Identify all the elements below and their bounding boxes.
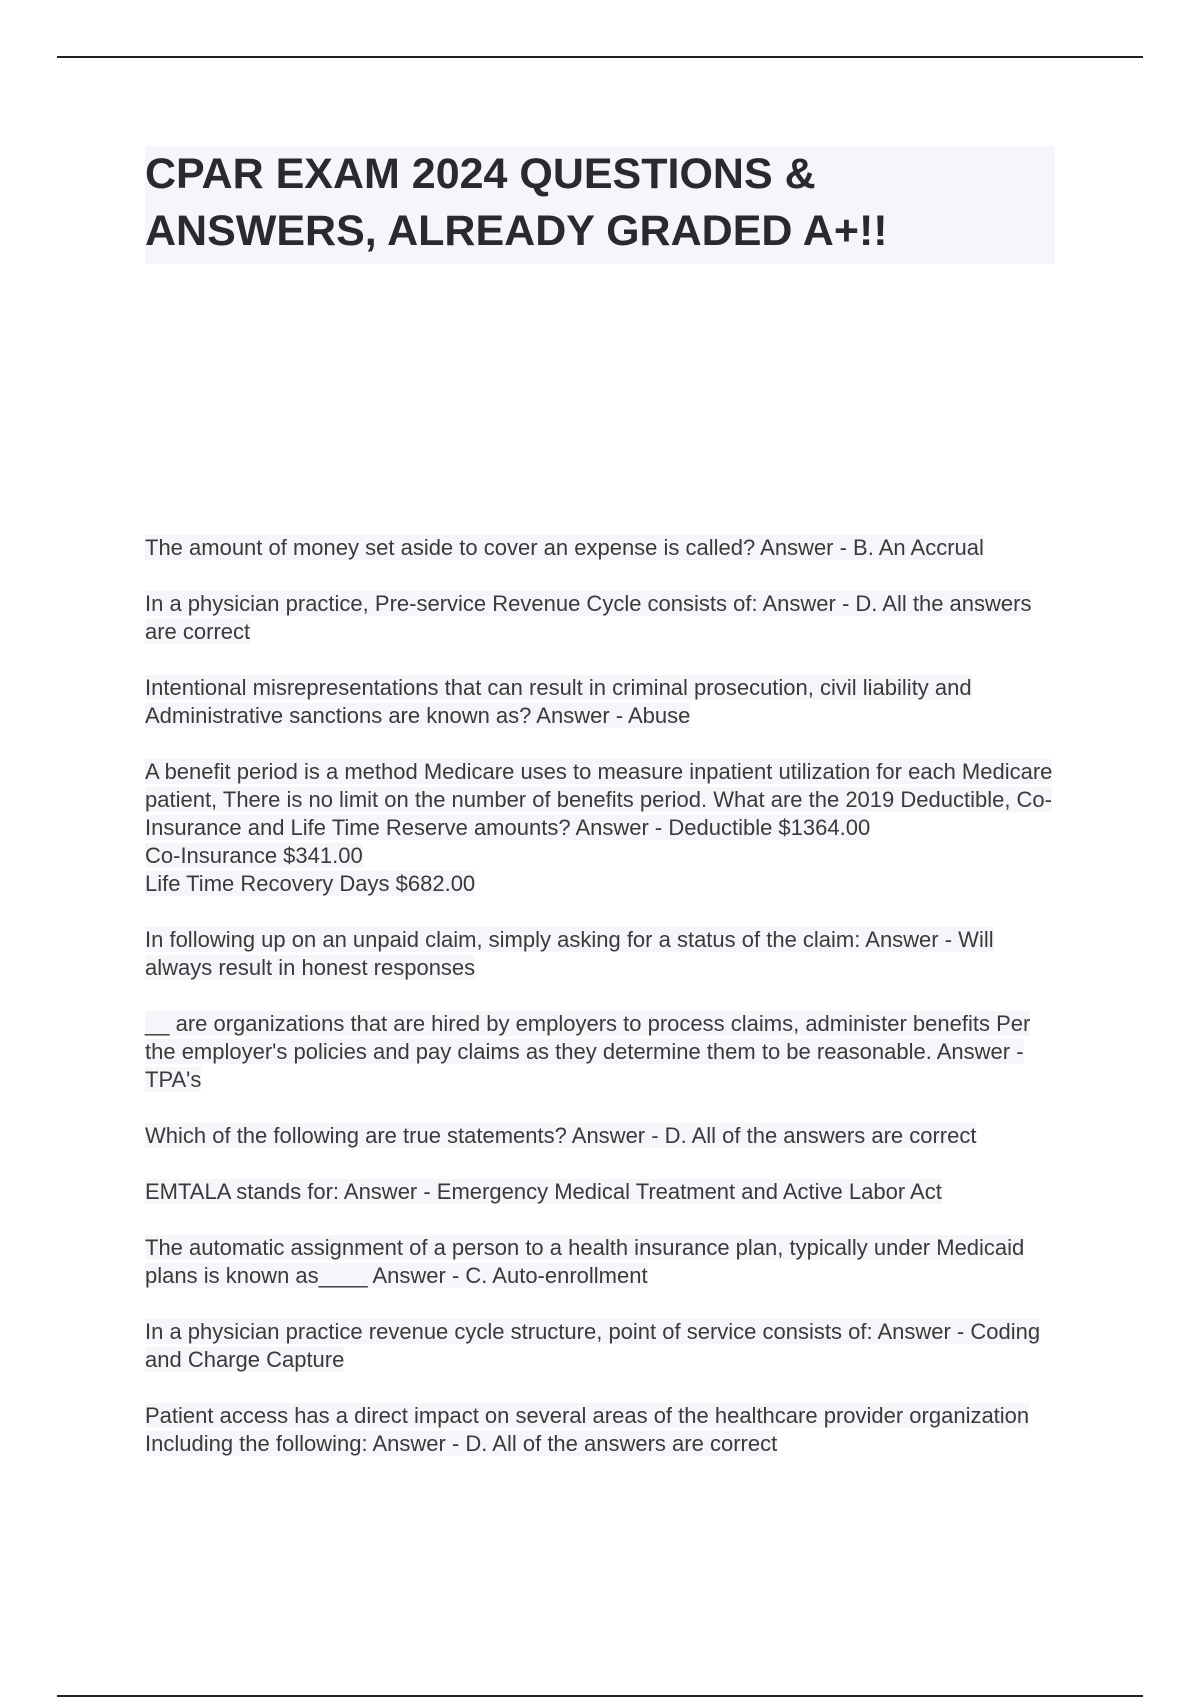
top-rule: [57, 56, 1143, 58]
qa-list: [145, 534, 1065, 1486]
qa-item-2: In a physician practice, Pre-service Revenue Cycle consists of: Answer - D. All the answers are correct: [145, 591, 1032, 644]
qa-item-1: The amount of money set aside to cover an expense is called? Answer - B. An Accrual: [145, 535, 984, 560]
qa-item-10: In a physician practice revenue cycle structure, point of service consists of: Answer - Coding and Charge Capture: [145, 1319, 1041, 1372]
bottom-rule: [57, 1695, 1143, 1697]
title-block: [145, 146, 1055, 264]
qa-item-5: In following up on an unpaid claim, simply asking for a status of the claim: Answer - Will always result in honest responses: [145, 927, 994, 980]
qa-item-9: The automatic assignment of a person to a health insurance plan, typically under Medicaid plans is known as____ Answer - C. Auto-enrollment: [145, 1235, 1025, 1288]
qa-item-8: EMTALA stands for: Answer - Emergency Medical Treatment and Active Labor Act: [145, 1179, 942, 1204]
qa-item-6: __ are organizations that are hired by employers to process claims, administer benefits Per the employer's policies and pay claims as they determine them to be reasonable. Answer - TPA's: [145, 1011, 1031, 1092]
qa-item-3: Intentional misrepresentations that can result in criminal prosecution, civil liability and Administrative sanctions are known as? Answer - Abuse: [145, 675, 972, 728]
qa-item-4: A benefit period is a method Medicare uses to measure inpatient utilization for each Medicare patient, There is no limit on the number of benefits period. What are the 2019 Deductible, Co-Insurance and Life Time Reserve amounts? Answer - Deductible $1364.00 Co-Insurance $341.00 Life Time Recovery Days $682.00: [145, 759, 1053, 896]
document-title: CPAR EXAM 2024 QUESTIONS & ANSWERS, ALREADY GRADED A+!!: [145, 150, 888, 255]
qa-item-11: Patient access has a direct impact on several areas of the healthcare provider organization Including the following: Answer - D. All of the answers are correct: [145, 1403, 1030, 1456]
qa-item-7: Which of the following are true statements? Answer - D. All of the answers are correct: [145, 1123, 977, 1148]
